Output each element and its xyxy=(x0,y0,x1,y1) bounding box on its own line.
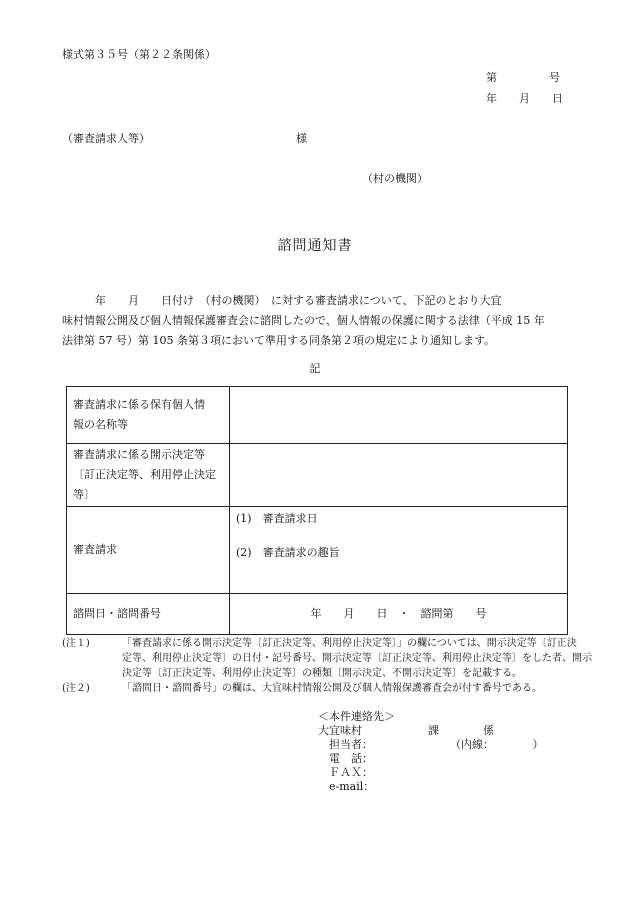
body-paragraph xyxy=(62,291,572,351)
note-1-line: 決定等〔訂正決定等、利用停止決定等〕の種類〔開示決定、不開示決定等〕を記載する。 xyxy=(122,668,522,679)
disclosure-decision-value xyxy=(230,444,568,507)
note-1-mark: (注１) xyxy=(62,638,90,649)
addressee-label: （審査請求人等） xyxy=(62,132,150,145)
table-row xyxy=(67,594,568,635)
contact-person: 担当者： （内線： ） xyxy=(318,738,544,751)
details-table xyxy=(66,386,568,635)
notes xyxy=(62,636,592,696)
table-row xyxy=(67,387,568,444)
contact-heading: ＜本件連絡先＞ xyxy=(318,710,395,723)
body-line-2: 味村情報公開及び個人情報保護審査会に諮問したので、個人情報の保護に関する法律（平成 15 年 xyxy=(62,314,545,327)
contact-email: e-mail： xyxy=(318,780,375,793)
review-request-label: 審査請求 xyxy=(67,507,230,594)
note-2 xyxy=(62,681,572,696)
label-line: 〔訂正決定等、利用停止決定 xyxy=(73,468,216,481)
personal-info-name-label xyxy=(67,387,230,444)
document-number-prefix: 第 xyxy=(486,71,497,84)
label-line: 等〕 xyxy=(73,488,95,501)
table-row xyxy=(67,507,568,594)
inquiry-date-number-value: 年 月 日 ・ 諮問第 号 xyxy=(230,594,568,635)
review-request-purpose-item: (2) 審査請求の趣旨 xyxy=(236,546,340,559)
note-1-line: 「審査請求に係る開示決定等〔訂正決定等、利用停止決定等〕」の欄については、開示決定等〔訂正決 xyxy=(122,638,577,649)
contact-organization: 大宜味村 課 係 xyxy=(318,724,494,737)
contact-fax: ＦＡＸ： xyxy=(318,766,373,779)
inquiry-date-number-label: 諮問日・諮問番号 xyxy=(67,594,230,635)
label-line: 審査請求に係る開示決定等 xyxy=(73,448,205,461)
review-request-date-item: (1) 審査請求日 xyxy=(236,512,318,525)
addressee-honorific: 様 xyxy=(296,132,307,145)
ki-heading: 記 xyxy=(309,362,321,375)
body-line-1: 年 月 日付け （村の機関） に対する審査請求について、下記のとおり大宜 xyxy=(62,294,502,307)
document-number xyxy=(486,71,560,84)
note-1-line: 定等、利用停止決定等〕の日付・記号番号、開示決定等〔訂正決定等、利用停止決定等〕をした者、開示 xyxy=(122,653,592,664)
table-row xyxy=(67,444,568,507)
contact-block xyxy=(318,710,544,794)
body-line-3: 法律第 57 号）第 105 条第３項において準用する同条第２項の規定により通知します。 xyxy=(62,334,496,347)
note-2-line: 「諮問日・諮問番号」の欄は、大宜味村情報公開及び個人情報保護審査会が付す番号である。 xyxy=(122,683,542,694)
review-request-value xyxy=(230,507,568,594)
personal-info-name-value xyxy=(230,387,568,444)
document-date: 年 月 日 xyxy=(486,92,563,105)
contact-phone: 電 話： xyxy=(318,752,373,765)
note-2-mark: (注２) xyxy=(62,683,90,694)
document-number-suffix: 号 xyxy=(549,71,560,84)
note-1 xyxy=(62,636,592,681)
form-number: 様式第３５号（第２２条関係） xyxy=(62,48,216,61)
disclosure-decision-label xyxy=(67,444,230,507)
sender-label: （村の機関） xyxy=(362,172,428,185)
label-line: 審査請求に係る保有個人情 xyxy=(73,398,205,411)
label-line: 報の名称等 xyxy=(73,418,128,431)
document-title: 諮問通知書 xyxy=(277,238,353,254)
